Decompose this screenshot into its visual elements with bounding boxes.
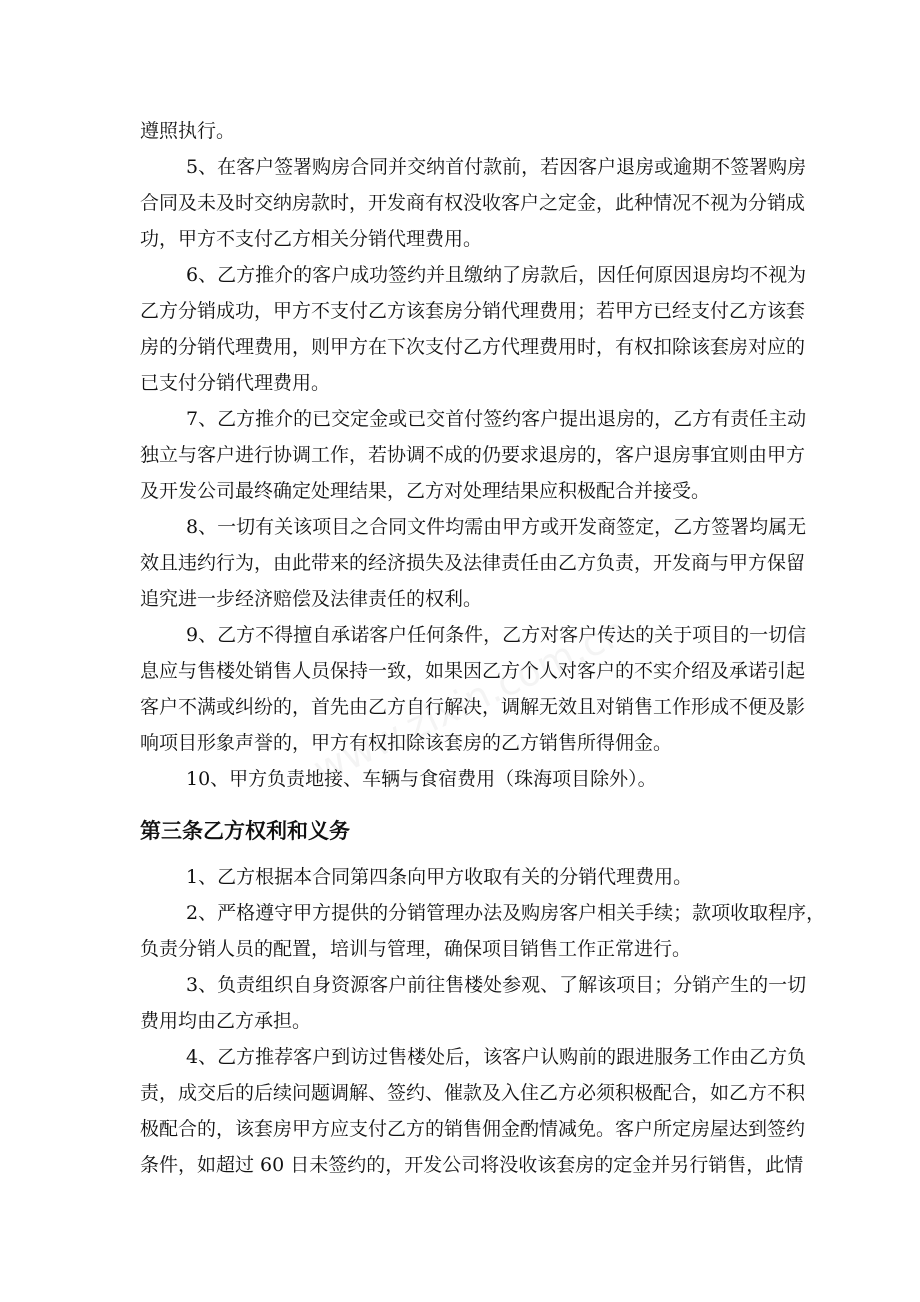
paragraph-line: 房的分销代理费用，则甲方在下次支付乙方代理费用时，有权扣除该套房对应的 bbox=[140, 336, 806, 358]
paragraph-line: 4、乙方推荐客户到访过售楼处后，该客户认购前的跟进服务工作由乙方负 bbox=[186, 1046, 807, 1068]
paragraph-line: 3、负责组织自身资源客户前往售楼处参观、了解该项目；分销产生的一切 bbox=[186, 974, 807, 996]
paragraph-line: 责，成交后的后续问题调解、签约、催款及入住乙方必须积极配合，如乙方不积 bbox=[140, 1082, 806, 1104]
paragraph-line: 合同及未及时交纳房款时，开发商有权没收客户之定金，此种情况不视为分销成 bbox=[140, 192, 806, 214]
paragraph-line: 遵照执行。 bbox=[140, 120, 236, 142]
paragraph-line: 10、甲方负责地接、车辆与食宿费用（珠海项目除外）。 bbox=[186, 768, 657, 790]
paragraph-line: 9、乙方不得擅自承诺客户任何条件，乙方对客户传达的关于项目的一切信 bbox=[186, 624, 807, 646]
paragraph-line: 7、乙方推介的已交定金或已交首付签约客户提出退房的，乙方有责任主动 bbox=[186, 408, 807, 430]
paragraph-line: 及开发公司最终确定处理结果，乙方对处理结果应积极配合并接受。 bbox=[140, 480, 711, 502]
paragraph-line: 6、乙方推介的客户成功签约并且缴纳了房款后，因任何原因退房均不视为 bbox=[186, 264, 807, 286]
paragraph-line: 响项目形象声誉的，甲方有权扣除该套房的乙方销售所得佣金。 bbox=[140, 732, 673, 754]
paragraph-line: 条件，如超过 60 日未签约的，开发公司将没收该套房的定金并另行销售，此情 bbox=[140, 1154, 804, 1176]
paragraph-line: 乙方分销成功，甲方不支付乙方该套房分销代理费用；若甲方已经支付乙方该套 bbox=[140, 300, 806, 322]
paragraph-line: 独立与客户进行协调工作，若协调不成的仍要求退房的，客户退房事宜则由甲方 bbox=[140, 444, 806, 466]
paragraph-line: 效且违约行为，由此带来的经济损失及法律责任由乙方负责，开发商与甲方保留 bbox=[140, 552, 806, 574]
paragraph-line: 8、一切有关该项目之合同文件均需由甲方或开发商签定，乙方签署均属无 bbox=[186, 516, 807, 538]
paragraph-line: 1、乙方根据本合同第四条向甲方收取有关的分销代理费用。 bbox=[186, 866, 693, 888]
paragraph-line: 功，甲方不支付乙方相关分销代理费用。 bbox=[140, 228, 483, 250]
paragraph-line: 追究进一步经济赔偿及法律责任的权利。 bbox=[140, 588, 483, 610]
paragraph-line: 2、严格遵守甲方提供的分销管理办法及购房客户相关手续；款项收取程序， bbox=[186, 902, 826, 924]
paragraph-line: 负责分销人员的配置，培训与管理，确保项目销售工作正常进行。 bbox=[140, 938, 692, 960]
paragraph-line: 费用均由乙方承担。 bbox=[140, 1010, 312, 1032]
section-heading: 第三条乙方权利和义务 bbox=[140, 819, 350, 843]
paragraph-line: 5、在客户签署购房合同并交纳首付款前，若因客户退房或逾期不签署购房 bbox=[186, 156, 807, 178]
paragraph-line: 极配合的，该套房甲方应支付乙方的销售佣金酌情减免。客户所定房屋达到签约 bbox=[140, 1118, 806, 1140]
paragraph-line: 已支付分销代理费用。 bbox=[140, 372, 331, 394]
paragraph-line: 客户不满或纠纷的，首先由乙方自行解决，调解无效且对销售工作形成不便及影 bbox=[140, 696, 806, 718]
paragraph-line: 息应与售楼处销售人员保持一致，如果因乙方个人对客户的不实介绍及承诺引起 bbox=[140, 660, 806, 682]
